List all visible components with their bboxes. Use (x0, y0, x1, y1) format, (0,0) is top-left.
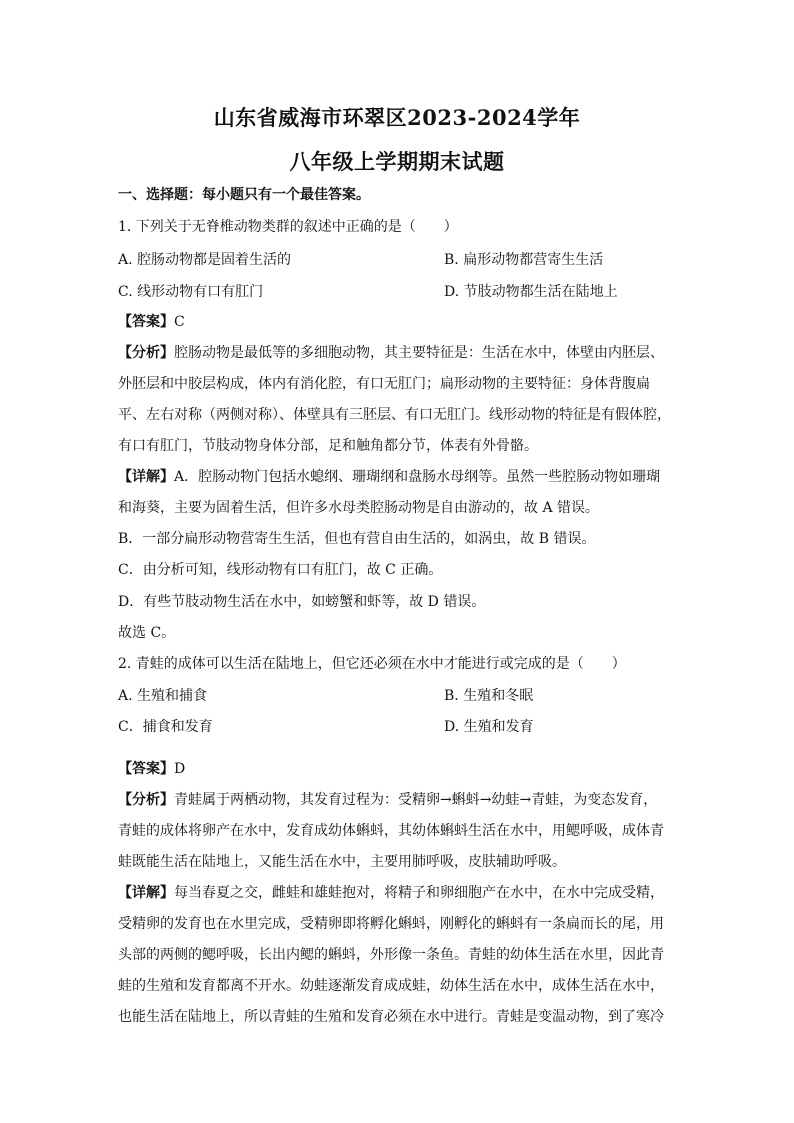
analysis-tag: 【分析】 (118, 345, 174, 361)
q1-analysis-line: 平、左右对称（两侧对称）、体壁具有三胚层、有口无肛门。线形动物的特征是有假体腔， (118, 407, 671, 423)
q2-option-c: C．捕食和发育 (118, 719, 213, 735)
q2-detail-line: 蛙的生殖和发育都离不开水。幼蛙逐渐发育成成蛙，幼体生活在水中，成体生活在水中， (118, 978, 664, 994)
q1-option-b: B. 扁形动物都营寄生生活 (444, 252, 604, 268)
answer-tag: 【答案】 (118, 761, 174, 777)
q2-detail-line: 也能生活在陆地上，所以青蛙的生殖和发育必须在水中进行。青蛙是变温动物，到了寒冷 (118, 1009, 664, 1025)
q1-answer (118, 312, 678, 332)
detail-tag: 【详解】 (118, 469, 174, 485)
q2-detail-line: 头部的两侧的鳃呼吸，长出内鳃的蝌蚪，外形像一条鱼。青蛙的幼体生活在水里，因此青 (118, 947, 664, 963)
q2-answer (118, 759, 678, 779)
q2-detail-line (118, 883, 678, 903)
q1-detail-line (118, 467, 678, 487)
answer-tag: 【答案】 (118, 314, 174, 330)
analysis-text: 青蛙属于两栖动物，其发育过程为：受精卵→蝌蚪→幼蛙→青蛙，为变态发育， (174, 792, 658, 808)
detail-tag: 【详解】 (118, 885, 174, 901)
q1-option-c: C. 线形动物有口有肛门 (118, 284, 264, 300)
answer-value: C (174, 314, 185, 330)
q1-option-a: A. 腔肠动物都是固着生活的 (118, 252, 292, 268)
q1-conclusion: 故选 C。 (118, 625, 176, 641)
q2-option-b: B. 生殖和冬眠 (444, 688, 534, 704)
section-heading: 一、选择题：每小题只有一个最佳答案。 (118, 187, 370, 203)
q2-detail-line: 受精卵的发育也在水里完成，受精卵即将孵化蝌蚪，刚孵化的蝌蚪有一条扁而长的尾，用 (118, 916, 664, 932)
q1-detail-line: D．有些节肢动物生活在水中，如螃蟹和虾等，故 D 错误。 (118, 594, 486, 610)
q1-analysis-line: 外胚层和中胶层构成，体内有消化腔，有口无肛门；扁形动物的主要特征：身体背腹扁 (118, 376, 650, 392)
detail-text: A．腔肠动物门包括水螅纲、珊瑚纲和盘肠水母纲等。虽然一些腔肠动物如珊瑚 (174, 469, 661, 485)
q2-option-d: D. 生殖和发育 (444, 719, 534, 735)
q2-analysis-line: 蛙既能生活在陆地上，又能生活在水中，主要用肺呼吸，皮肤辅助呼吸。 (118, 854, 566, 870)
q1-option-d: D. 节肢动物都生活在陆地上 (444, 284, 618, 300)
answer-value: D (174, 761, 186, 777)
detail-text: 每当春夏之交，雌蛙和雄蛙抱对，将精子和卵细胞产在水中，在水中完成受精， (174, 885, 664, 901)
document-title: 山东省威海市环翠区2023-2024学年 (213, 105, 581, 130)
question-2-stem: 2. 青蛙的成体可以生活在陆地上，但它还必须在水中才能进行或完成的是（ ） (118, 656, 626, 672)
q1-analysis-line (118, 343, 678, 363)
q1-detail-line: C．由分析可知，线形动物有口有肛门，故 C 正确。 (118, 562, 443, 578)
question-1-stem: 1. 下列关于无脊椎动物类群的叙述中正确的是（ ） (118, 219, 458, 235)
q1-detail-line: 和海葵，主要为固着生活，但许多水母类腔肠动物是自由游动的，故 A 错误。 (118, 500, 600, 516)
analysis-text: 腔肠动物是最低等的多细胞动物，其主要特征是：生活在水中，体壁由内胚层、 (174, 345, 664, 361)
q1-detail-line: B．一部分扁形动物营寄生生活，但也有营自由生活的，如涡虫，故 B 错误。 (118, 531, 596, 547)
document-subtitle: 八年级上学期期末试题 (289, 149, 505, 174)
analysis-tag: 【分析】 (118, 792, 174, 808)
q2-option-a: A. 生殖和捕食 (118, 688, 208, 704)
q2-analysis-line (118, 790, 678, 810)
q2-analysis-line: 青蛙的成体将卵产在水中，发育成幼体蝌蚪，其幼体蝌蚪生活在水中，用鳃呼吸，成体青 (118, 823, 664, 839)
q1-analysis-line: 有口有肛门，节肢动物身体分部，足和触角都分节，体表有外骨骼。 (118, 438, 538, 454)
